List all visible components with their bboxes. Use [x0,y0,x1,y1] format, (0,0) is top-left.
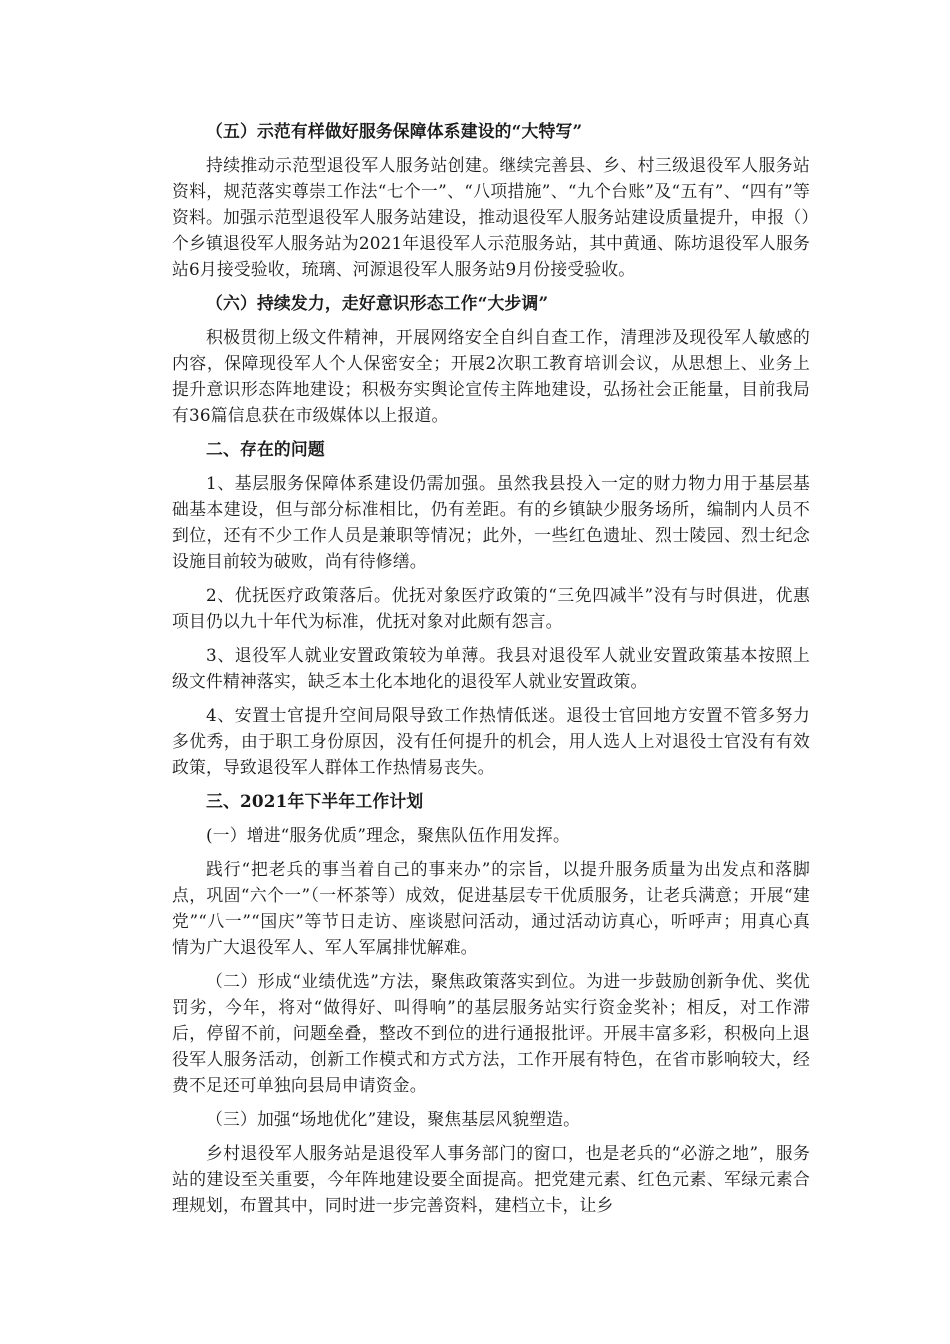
body-paragraph: 3、退役军人就业安置政策较为单薄。我县对退役军人就业安置政策基本按照上级文件精神落实，缺乏本土化本地化的退役军人就业安置政策。 [172,645,810,691]
body-paragraph: 积极贯彻上级文件精神，开展网络安全自纠自查工作，清理涉及现役军人敏感的内容，保障现役军人个人保密安全；开展2次职工教育培训会议，从思想上、业务上提升意识形态阵地建设；积极夯实舆论宣传主阵地建设，弘扬社会正能量，目前我局有36篇信息获在市级媒体以上报道。 [172,327,810,425]
section-heading: 三、2021年下半年工作计划 [206,791,424,811]
body-paragraph: 践行“把老兵的事当着自己的事来办”的宗旨，以提升服务质量为出发点和落脚点，巩固“六个一”（一杯茶等）成效，促进基层专干优质服务，让老兵满意；开展“建党”“八一”“国庆”等节日走访、座谈慰问活动，通过活动访真心，听呼声；用真心真情为广大退役军人、军人军属排忧解难。 [172,859,810,957]
section-heading: （六）持续发力，走好意识形态工作“大步调” [206,293,549,313]
document-body [172,118,810,1226]
body-paragraph: (一）增进“服务优质”理念，聚焦队伍作用发挥。 [206,825,570,845]
body-paragraph: 乡村退役军人服务站是退役军人事务部门的窗口，也是老兵的“必游之地”，服务站的建设至关重要，今年阵地建设要全面提高。把党建元素、红色元素、军绿元素合理规划，布置其中，同时进一步完善资料，建档立卡，让乡 [172,1143,810,1215]
body-paragraph: 1、基层服务保障体系建设仍需加强。虽然我县投入一定的财力物力用于基层基础基本建设，但与部分标准相比，仍有差距。有的乡镇缺少服务场所，编制内人员不到位，还有不少工作人员是兼职等情况；此外，一些红色遗址、烈士陵园、烈士纪念设施目前较为破败，尚有待修缮。 [172,473,810,571]
section-heading: 二、存在的问题 [206,439,325,459]
body-paragraph: 持续推动示范型退役军人服务站创建。继续完善县、乡、村三级退役军人服务站资料，规范落实尊崇工作法“七个一”、“八项措施”、“九个台账”及“五有”、“四有”等资料。加强示范型退役军人服务站建设，推动退役军人服务站建设质量提升，申报（）个乡镇退役军人服务站为2021年退役军人示范服务站，其中黄通、陈坊退役军人服务站6月接受验收，琉璃、河源退役军人服务站9月份接受验收。 [172,155,810,279]
body-paragraph: 2、优抚医疗政策落后。优抚对象医疗政策的“三免四减半”没有与时俱进，优惠项目仍以九十年代为标准，优抚对象对此颇有怨言。 [172,585,810,631]
body-paragraph: 4、安置士官提升空间局限导致工作热情低迷。退役士官回地方安置不管多努力多优秀，由于职工身份原因，没有任何提升的机会，用人选人上对退役士官没有有效政策，导致退役军人群体工作热情易丧失。 [172,705,810,777]
body-paragraph: （二）形成“业绩优选”方法，聚焦政策落实到位。为进一步鼓励创新争优、奖优罚劣，今年，将对“做得好、叫得响”的基层服务站实行资金奖补；相反，对工作滞后，停留不前，问题垒叠，整改不到位的进行通报批评。开展丰富多彩，积极向上退役军人服务活动，创新工作模式和方式方法，工作开展有特色，在省市影响较大，经费不足还可单独向县局申请资金。 [172,971,810,1095]
section-heading: （五）示范有样做好服务保障体系建设的“大特写” [206,121,583,141]
body-paragraph: （三）加强“场地优化”建设，聚焦基层风貌塑造。 [206,1109,581,1129]
